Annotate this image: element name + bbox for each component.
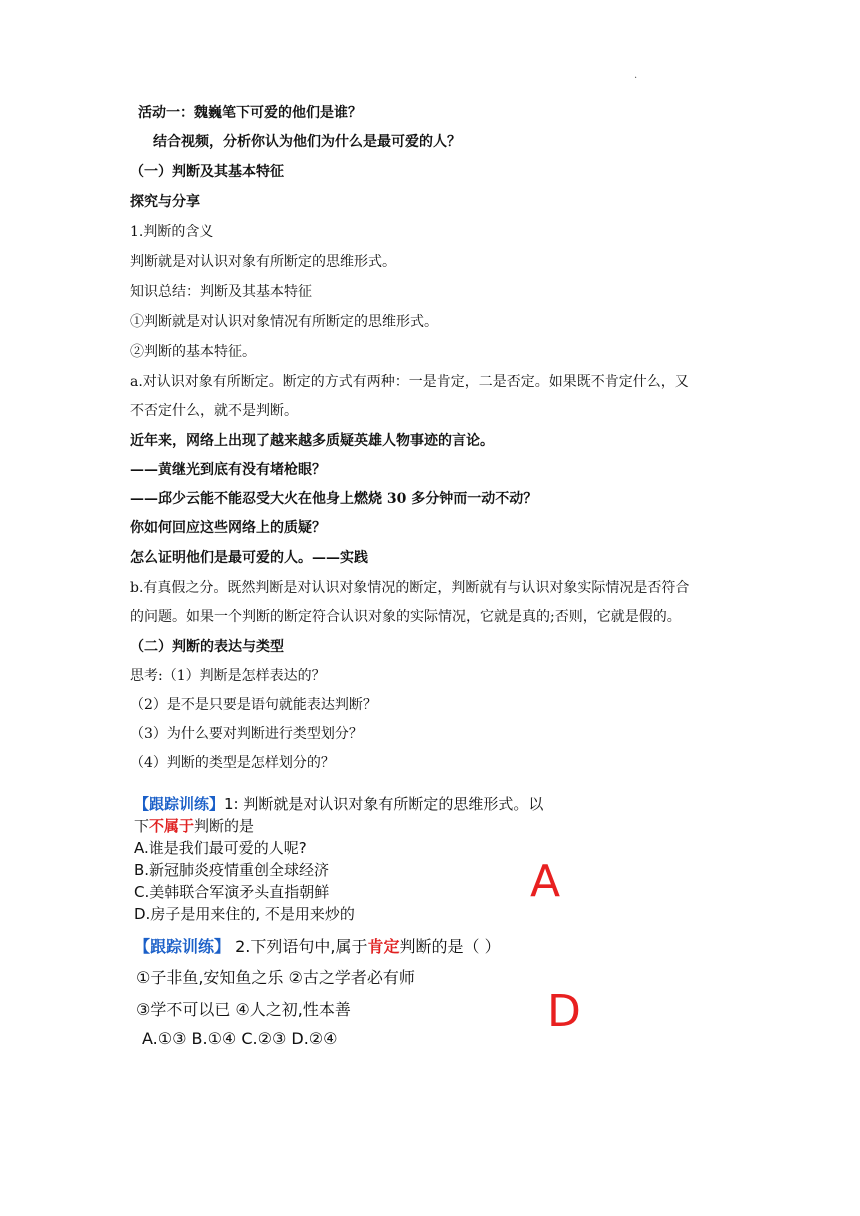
- exercise2-stem-red: 肯定: [367, 937, 400, 956]
- feature-a-line1: a.对认识对象有所断定。断定的方式有两种：一是肯定，二是否定。如果既不肯定什么，又: [130, 374, 689, 390]
- news-text: 近年来，网络上出现了越来越多质疑英雄人物事迹的言论。: [130, 433, 494, 449]
- think4-text: （4）判断的类型是怎样划分的？: [130, 755, 335, 771]
- section2-heading: （二）判断的表达与类型: [130, 639, 284, 655]
- exercise1-option-c: C.美韩联合军演矛头直指朝鲜: [134, 883, 330, 901]
- exercise2-choices: A.①③ B.①④ C.②③ D.②④: [142, 1029, 338, 1048]
- activity-title: 活动一：魏巍笔下可爱的他们是谁？: [138, 105, 362, 121]
- question-text: 你如何回应这些网络上的质疑？: [130, 520, 326, 536]
- think3-text: （3）为什么要对判断进行类型划分？: [130, 726, 363, 742]
- exercise1-stem-line1: [134, 793, 543, 814]
- exercise1-stem-b-red: 不属于: [149, 817, 195, 835]
- exercise2-tag: 【跟踪训练】: [134, 937, 231, 956]
- section1-subheading: 探究与分享: [130, 194, 200, 210]
- exercise1-option-a: A.谁是我们最可爱的人呢?: [134, 839, 307, 857]
- top-dot-mark: .: [634, 70, 638, 81]
- exercise1-stem-a: 1: 判断就是对认识对象有所断定的思维形式。以: [224, 795, 544, 813]
- point2-text: ②判断的基本特征。: [130, 344, 256, 360]
- exercise1-tag: 【跟踪训练】: [134, 795, 225, 813]
- feature-b-line2: 的问题。如果一个判断的断定符合认识对象的实际情况，它就是真的;否则，它就是假的。: [130, 609, 681, 625]
- think1-text: 思考:（1）判断是怎样表达的？: [130, 668, 326, 684]
- doubt2-text: ——邱少云能不能忍受大火在他身上燃烧 30 多分钟而一动不动？: [130, 491, 538, 507]
- feature-a-line2: 不否定什么，就不是判断。: [130, 403, 298, 419]
- doubt1-text: ——黄继光到底有没有堵枪眼？: [130, 462, 326, 478]
- summary-label: 知识总结：判断及其基本特征: [130, 284, 312, 300]
- item1-label: 1.判断的含义: [130, 224, 214, 240]
- section1-heading: （一）判断及其基本特征: [130, 164, 284, 180]
- exercise2-stem: [134, 934, 501, 957]
- exercise2-answer-mark: D: [547, 986, 581, 1037]
- proof-text: 怎么证明他们是最可爱的人。——实践: [130, 550, 368, 566]
- exercise1-stem-b-post: 判断的是: [194, 817, 255, 835]
- exercise1-option-b: B.新冠肺炎疫情重创全球经济: [134, 861, 330, 879]
- exercise2-items-line1: ①子非鱼,安知鱼之乐 ②古之学者必有师: [136, 968, 415, 987]
- think2-text: （2）是不是只要是语句就能表达判断？: [130, 697, 377, 713]
- exercise1-stem-b-pre: 下: [134, 817, 150, 835]
- point1-text: ①判断就是对认识对象情况有所断定的思维形式。: [130, 314, 438, 330]
- exercise2-items-line2: ③学不可以已 ④人之初,性本善: [136, 1000, 351, 1019]
- feature-b-line1: b.有真假之分。既然判断是对认识对象情况的断定，判断就有与认识对象实际情况是否符合: [130, 580, 690, 596]
- activity-prompt: 结合视频，分析你认为他们为什么是最可爱的人？: [153, 134, 461, 150]
- exercise2-stem-post: 判断的是（ ）: [399, 937, 501, 956]
- exercise1-answer-mark: A: [530, 856, 561, 907]
- definition-text: 判断就是对认识对象有所断定的思维形式。: [130, 254, 396, 270]
- exercise1-option-d: D.房子是用来住的, 不是用来炒的: [134, 905, 355, 923]
- exercise2-stem-pre: 2.下列语句中,属于: [230, 937, 368, 956]
- exercise1-stem-line2: [134, 815, 254, 836]
